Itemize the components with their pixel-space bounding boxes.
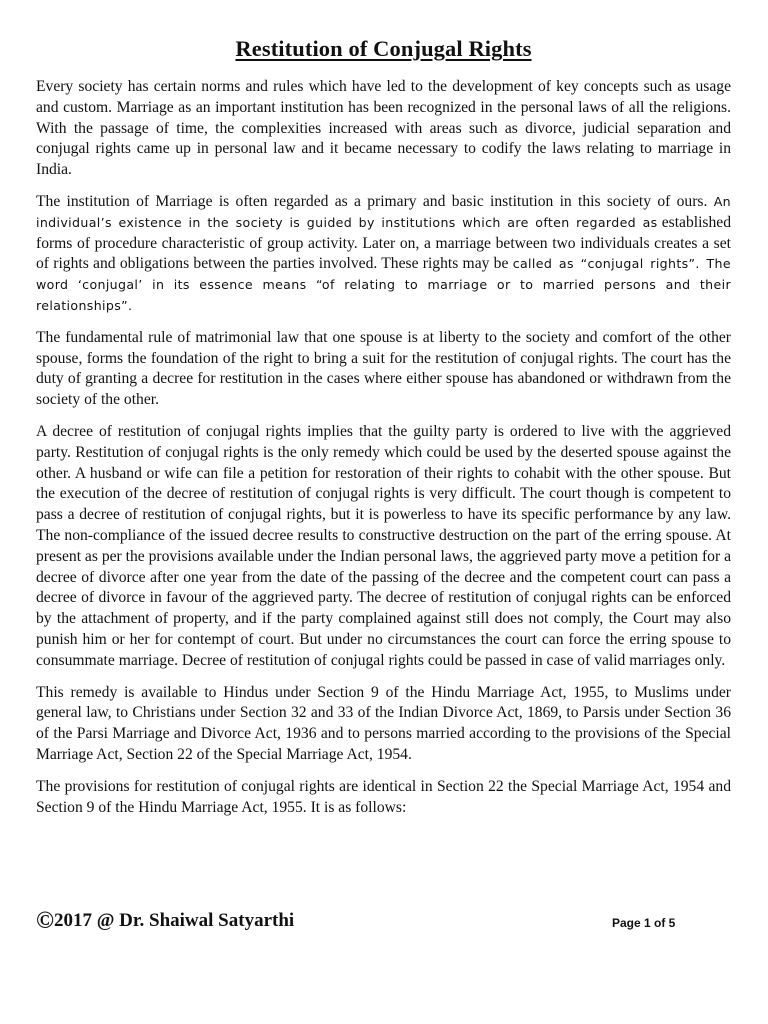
paragraph-5: This remedy is available to Hindus under Section 9 of the Hindu Marriage Act, 1955, to Muslims under general law, to Christians under Section 32 and 33 of the Indian Divorce Act, 1869, to Parsis under Section 36 of the Parsi Marriage and Divorce Act, 1936 and to persons married according to the provisions of the Special Marriage Act, Section 22 of the Special Marriage Act, 1954.: [36, 683, 731, 763]
paragraph-3: The fundamental rule of matrimonial law that one spouse is at liberty to the society and comfort of the other spouse, forms the foundation of the right to bring a suit for the restitution of conjugal rights. The court has the duty of granting a decree for restitution in the cases where either spouse has abandoned or withdrawn from the society of the other.: [36, 328, 731, 409]
document-title: Restitution of Conjugal Rights: [235, 36, 532, 61]
page-number: Page 1 of 5: [612, 916, 676, 930]
paragraph-4: A decree of restitution of conjugal rights implies that the guilty party is ordered to live with the aggrieved party. Restitution of conjugal rights is the only remedy which could be used by the deserted spouse against the other. A husband or wife can file a petition for restoration of their rights to cohabit with the other spouse. But the execution of the decree of restitution of conjugal rights is very difficult. The court though is competent to pass a decree of restitution of conjugal rights, but it is powerless to have its specific performance by any law. The non-compliance of the issued decree results to constructive destruction on the part of the erring spouse. At present as per the provisions available under the Indian personal laws, the aggrieved party move a petition for a decree of divorce after one year from the date of the passing of the decree and the competent court can pass a decree of divorce in favour of the aggrieved party. The decree of restitution of conjugal rights can be enforced by the attachment of property, and if the party complained against still does not comply, the Court may also punish him or her for contempt of court. But under no circumstances the court can force the erring spouse to consummate marriage. Decree of restitution of conjugal rights could be passed in case of valid marriages only.: [36, 422, 731, 669]
footer-copyright: [36, 907, 294, 935]
paragraph-2-part-c: established forms of procedure characteristic of group activity. Later on, a marriage between two individuals creates a set of rights and obligations between the parties involved. These rights may be: [36, 213, 731, 273]
paragraph-2: [36, 192, 731, 317]
copyright-icon: ©: [36, 908, 54, 934]
paragraph-2-part-d: called as “conjugal rights”. The word ‘conjugal’ in its essence means “of relating to marriage or to married persons and their relationships”.: [36, 256, 731, 313]
paragraph-2-part-b: An individual’s existence in the society is guided by institutions which are often regarded as: [36, 193, 731, 230]
document-page: [36, 34, 731, 829]
footer-author: 2017 @ Dr. Shaiwal Satyarthi: [53, 910, 295, 931]
paragraph-6: The provisions for restitution of conjugal rights are identical in Section 22 the Special Marriage Act, 1954 and Section 9 of the Hindu Marriage Act, 1955. It is as follows:: [36, 777, 731, 816]
paragraph-1: Every society has certain norms and rules which have led to the development of key concepts such as usage and custom. Marriage as an important institution has been recognized in the personal laws of all the religions. With the passage of time, the complexities increased with areas such as divorce, judicial separation and conjugal rights came up in personal law and it became necessary to codify the laws relating to marriage in India.: [36, 78, 731, 179]
paragraph-2-part-a: The institution of Marriage is often regarded as a primary and basic institution in this society of ours.: [36, 192, 708, 210]
